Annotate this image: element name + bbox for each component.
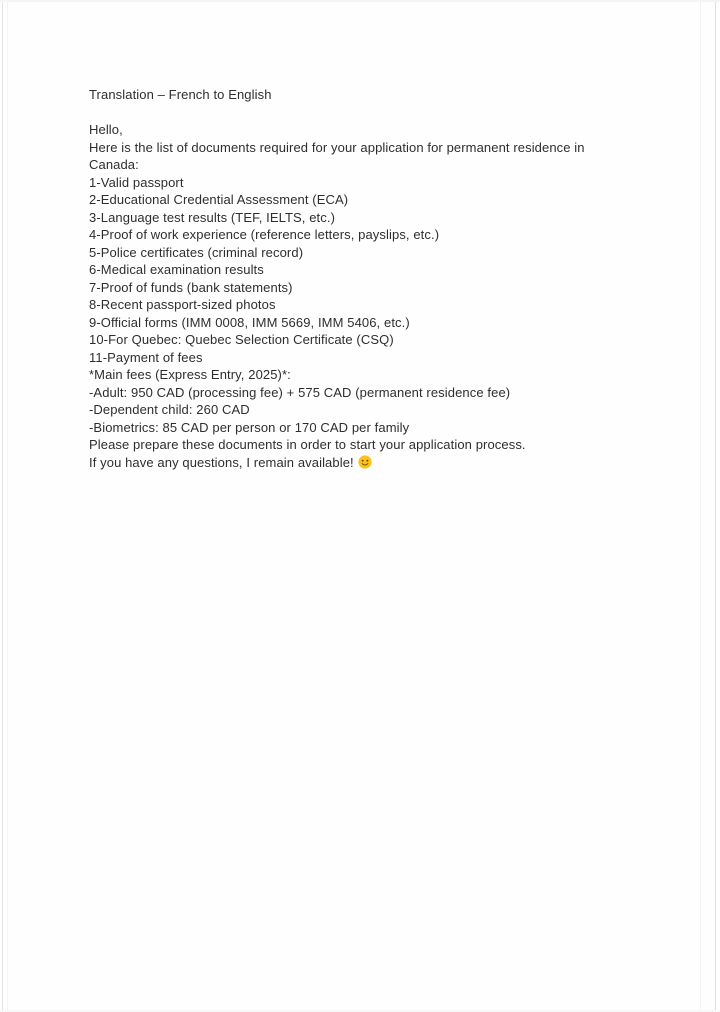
text-line: Canada: [89, 157, 139, 172]
text-line: Here is the list of documents required for your application for permanent residence in [89, 139, 585, 155]
text-line: -Biometrics: 85 CAD per person or 170 CAD per family [89, 419, 410, 435]
text-line: 2-Educational Credential Assessment (ECA) [89, 192, 349, 207]
text-line: -Adult: 950 CAD (processing fee) + 575 CAD (permanent residence fee) [89, 384, 511, 400]
text-line: 11-Payment of fees [89, 349, 203, 365]
page-edge-right-outer [715, 0, 716, 1012]
text-line: 10-For Quebec: Quebec Selection Certificate (CSQ) [89, 332, 394, 347]
text-line: *Main fees (Express Entry, 2025)*: [89, 367, 291, 382]
closing-line [89, 454, 649, 472]
document-title: Translation – French to English [89, 87, 272, 102]
page-edge-left-inner [7, 0, 8, 1012]
text-line: 3-Language test results (TEF, IELTS, etc.) [89, 209, 336, 225]
text-line: Please prepare these documents in order to start your application process. [89, 437, 526, 452]
closing-text: If you have any questions, I remain available! [89, 454, 354, 470]
slightly-smiling-face-emoji [358, 455, 372, 469]
text-line: Hello, [89, 122, 123, 137]
text-line: 9-Official forms (IMM 0008, IMM 5669, IMM 5406, etc.) [89, 314, 410, 330]
document-body [89, 86, 649, 471]
text-line: 7-Proof of funds (bank statements) [89, 279, 293, 295]
text-line: 6-Medical examination results [89, 262, 264, 277]
text-line: 8-Recent passport-sized photos [89, 297, 276, 312]
page-edge-right-inner [700, 0, 701, 1012]
text-line: -Dependent child: 260 CAD [89, 402, 250, 417]
page-edge-top [0, 0, 720, 2]
text-line: 1-Valid passport [89, 174, 184, 190]
text-line: 4-Proof of work experience (reference letters, payslips, etc.) [89, 227, 440, 242]
page-edge-left-outer [2, 0, 3, 1012]
text-line: 5-Police certificates (criminal record) [89, 244, 304, 260]
